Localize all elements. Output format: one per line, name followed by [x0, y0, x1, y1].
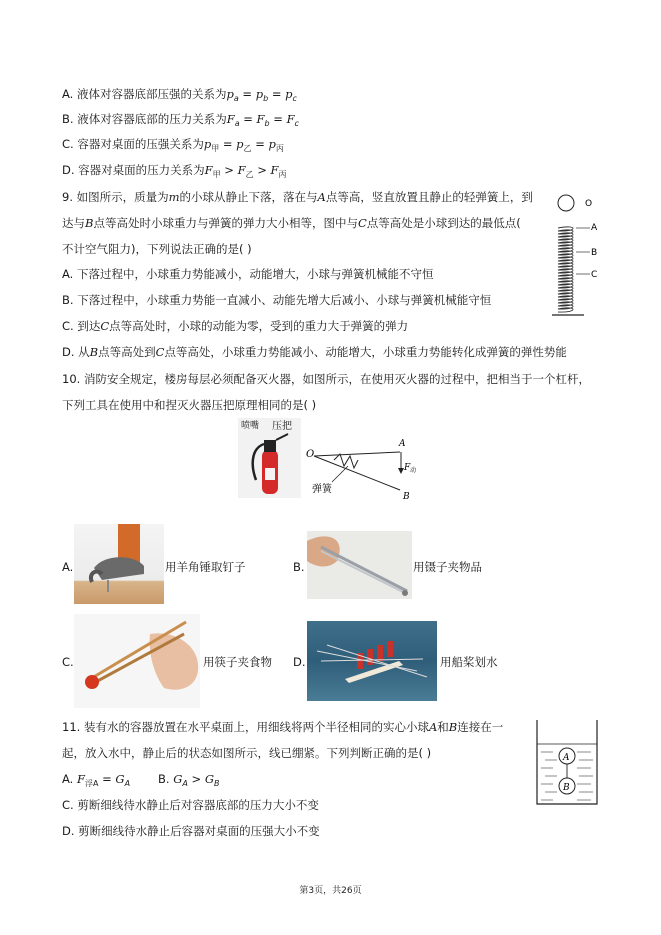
spring-figure	[548, 188, 608, 320]
beaker-figure	[533, 716, 603, 808]
rowing-icon	[307, 621, 437, 701]
spring-leader	[332, 466, 348, 482]
q10-option-c-letter: C.	[62, 655, 74, 669]
spring-zigzag	[334, 454, 358, 468]
q10-option-b-text: 用镊子夹物品	[413, 560, 482, 574]
label-f: F	[404, 463, 411, 473]
label-spring: 弹簧	[312, 484, 332, 495]
q11-stem-line1: 11. 装有水的容器放置在水平桌面上，用细线将两个半径相同的实心小球A和B连接在一	[62, 720, 504, 734]
q8-option-c: C. 容器对桌面的压强关系为$p_甲 = p_乙 = p_丙$	[62, 137, 284, 153]
q8-option-a: A. 液体对容器底部压强的关系为$p_a = p_b = p_c$	[62, 87, 297, 103]
label-a: A	[591, 223, 598, 233]
label-handle: 压把	[272, 421, 292, 432]
q11-option-d: D. 剪断细线待水静止后容器对桌面的压强大小不变	[62, 824, 320, 838]
q10-option-a-text: 用羊角锤取钉子	[165, 560, 246, 574]
q10-option-c-text: 用筷子夹食物	[203, 655, 272, 669]
extinguisher-icon	[238, 418, 301, 498]
q8-option-b: B. 液体对容器底部的压力关系为$F_a = F_b = F_c$	[62, 112, 299, 128]
lever-diagram	[300, 432, 430, 504]
q9-option-d: D. 从B点等高处到C点等高处，小球重力势能减小、动能增大，小球重力势能转化成弹簧的弹性势能	[62, 345, 567, 359]
page-footer: 第3页，共26页	[299, 886, 362, 896]
q9-stem-line3: 不计空气阻力)，下列说法正确的是( )	[62, 242, 252, 256]
q9-option-c: C. 到达C点等高处时，小球的动能为零，受到的重力大于弹簧的弹力	[62, 319, 409, 333]
q10-stem-line1: 10. 消防安全规定，楼房每层必须配备灭火器，如图所示，在使用灭火器的过程中，把相当于一个杠杆，	[62, 372, 590, 386]
chopsticks-photo	[74, 614, 200, 708]
label-a: A	[563, 753, 570, 763]
q10-option-d-text: 用船桨划水	[440, 655, 498, 669]
tweezers-icon	[307, 531, 412, 599]
q10-option-a-letter: A.	[62, 560, 74, 574]
q11-option-a: A. $F_{浮A} = G_A$	[62, 772, 131, 788]
label-c: C	[591, 270, 598, 280]
spring-coil	[558, 227, 573, 312]
label-a: A	[399, 439, 406, 449]
label-b: B	[403, 492, 410, 502]
label-f-sub: 动	[410, 467, 417, 474]
rowing-photo	[307, 621, 437, 701]
tweezers-photo	[307, 531, 412, 599]
label-b: B	[591, 248, 598, 258]
q9-option-a: A. 下落过程中，小球重力势能减小，动能增大，小球与弹簧机械能不守恒	[62, 267, 434, 281]
q8-option-d: D. 容器对桌面的压力关系为$F_甲 > F_乙 > F_丙$	[62, 163, 287, 179]
upper-arm	[314, 452, 400, 456]
q11-option-c: C. 剪断细线待水静止后对容器底部的压力大小不变	[62, 798, 319, 812]
hammer-photo	[74, 524, 164, 604]
q10-stem-line2: 下列工具在使用中和捏灭火器压把原理相同的是( )	[62, 398, 317, 412]
q9-stem-line1: 9. 如图所示，质量为m的小球从静止下落，落在与A点等高，竖直放置且静止的轻弹簧上，到	[62, 190, 533, 204]
chopsticks-icon	[74, 614, 200, 708]
ball	[558, 195, 574, 211]
q9-option-b: B. 下落过程中，小球重力势能一直减小、动能先增大后减小、小球与弹簧机械能守恒	[62, 293, 492, 307]
label-nozzle: 喷嘴	[241, 421, 260, 431]
q11-option-b: B. $G_A > G_B$	[158, 772, 220, 788]
q11-stem-line2: 起，放入水中，静止后的状态如图所示，线已绷紧。下列判断正确的是( )	[62, 746, 432, 760]
q10-option-d-letter: D.	[293, 655, 306, 669]
label-o: O	[585, 199, 593, 209]
hammer-icon	[74, 524, 164, 604]
q9-stem-line2: 达与B点等高处时小球重力与弹簧的弹力大小相等，图中与C点等高处是小球到达的最低点(	[62, 216, 521, 230]
label-o: O	[306, 449, 315, 460]
label-b: B	[563, 783, 570, 793]
q10-option-b-letter: B.	[293, 560, 305, 574]
extinguisher-photo	[238, 418, 301, 498]
